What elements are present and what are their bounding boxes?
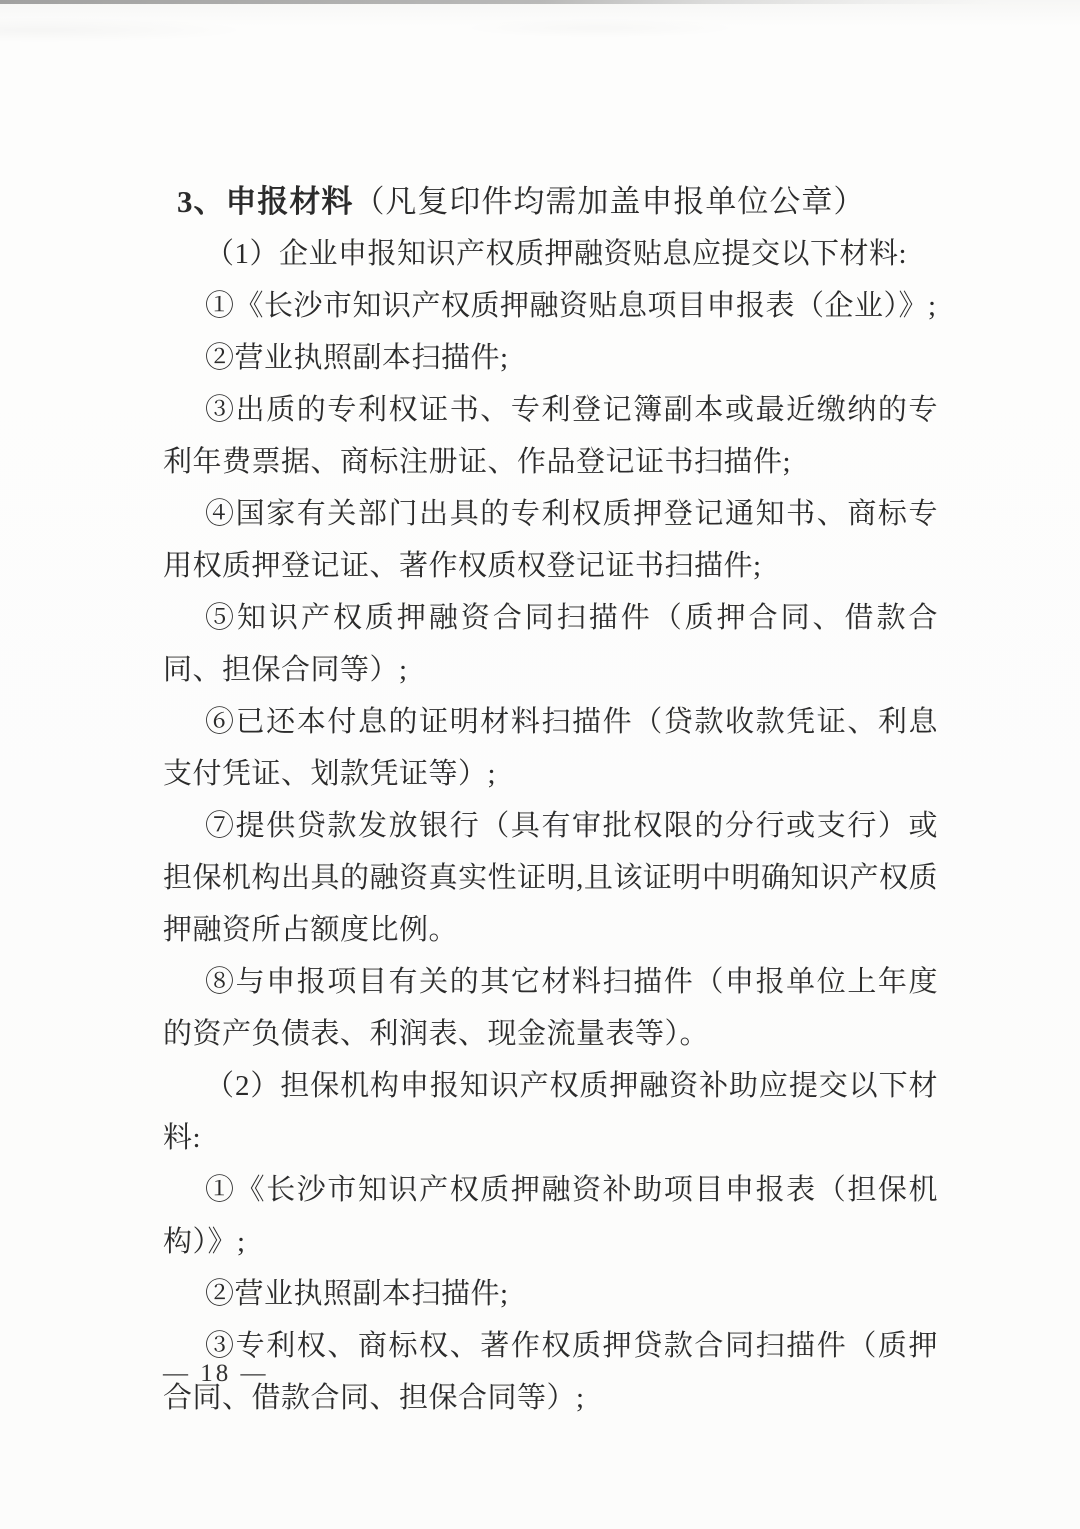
paragraph: ⑧与申报项目有关的其它材料扫描件（申报单位上年度的资产负债表、利润表、现金流量表等）。 [163, 966, 938, 1050]
section-title-note: （凡复印件均需加盖申报单位公章） [353, 184, 866, 219]
section-number: 3、 [176, 184, 226, 219]
paragraph: ③出质的专利权证书、专利登记簿副本或最近缴纳的专利年费票据、商标注册证、作品登记证书扫描件; [163, 394, 938, 478]
section-title-text: 申报材料 [225, 184, 354, 219]
paragraph: ⑦提供贷款发放银行（具有审批权限的分行或支行）或担保机构出具的融资真实性证明,且该证明中明确知识产权质押融资所占额度比例。 [163, 810, 938, 946]
paragraph: ①《长沙市知识产权质押融资贴息项目申报表（企业）》; [205, 290, 937, 322]
section-title [163, 176, 938, 228]
paragraph: ①《长沙市知识产权质押融资补助项目申报表（担保机构）》; [163, 1174, 938, 1258]
paragraph: ③专利权、商标权、著作权质押贷款合同扫描件（质押合同、借款合同、担保合同等）; [163, 1330, 938, 1414]
paragraph: ④国家有关部门出具的专利权质押登记通知书、商标专用权质押登记证、著作权质权登记证书扫描件; [163, 498, 938, 582]
scan-edge-artifact [0, 0, 990, 4]
paragraph: ⑤知识产权质押融资合同扫描件（质押合同、借款合同、担保合同等）; [163, 602, 938, 686]
paragraph: ②营业执照副本扫描件; [205, 1278, 509, 1310]
document-body [163, 228, 938, 1424]
document-content [163, 176, 938, 1424]
page-number: — 18 — [163, 1360, 269, 1387]
paragraph: ⑥已还本付息的证明材料扫描件（贷款收款凭证、利息支付凭证、划款凭证等）; [163, 706, 938, 790]
paragraph: （1）企业申报知识产权质押融资贴息应提交以下材料: [205, 238, 908, 270]
paragraph: （2）担保机构申报知识产权质押融资补助应提交以下材料: [163, 1070, 938, 1154]
paragraph: ②营业执照副本扫描件; [205, 342, 509, 374]
